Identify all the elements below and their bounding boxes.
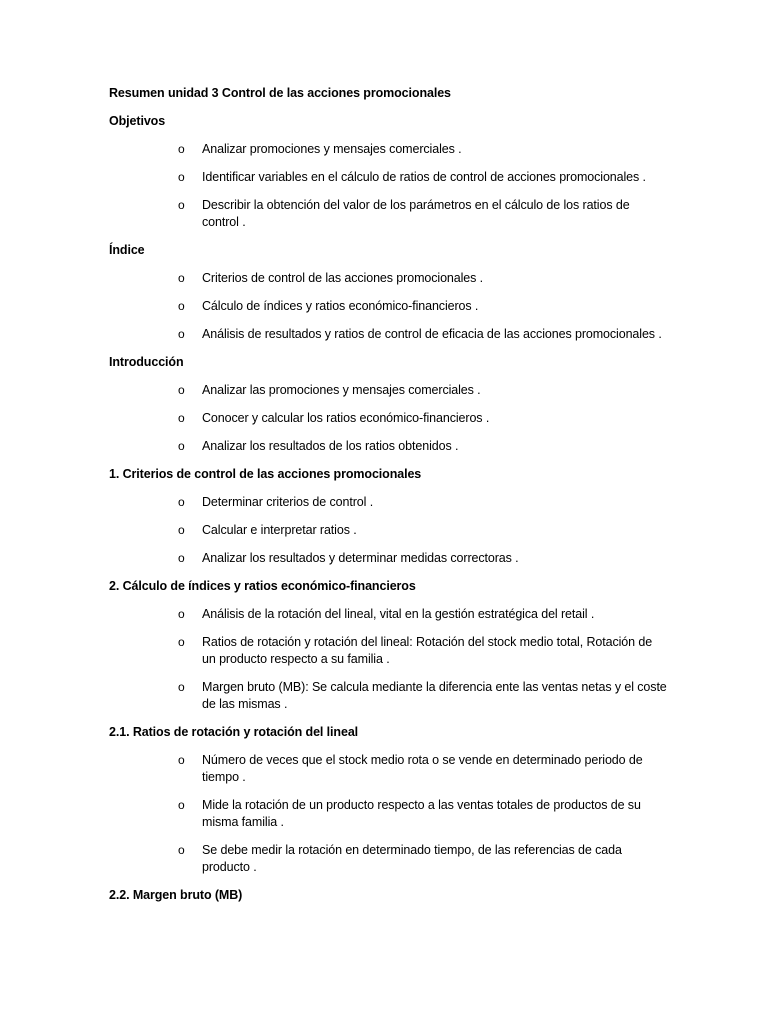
list-item	[109, 550, 669, 567]
section-heading: Índice	[109, 243, 145, 257]
section-heading: 2. Cálculo de índices y ratios económico-financieros	[109, 579, 416, 593]
bullet-icon: o	[178, 753, 185, 767]
list-item	[109, 679, 669, 713]
list-item-text: Criterios de control de las acciones promocionales .	[202, 271, 484, 285]
list-item-text: Analizar los resultados y determinar medidas correctoras .	[202, 551, 519, 565]
bullet-icon: o	[178, 411, 185, 425]
bullet-icon: o	[178, 170, 185, 184]
bullet-list	[109, 141, 669, 231]
section-objetivos	[109, 113, 669, 231]
list-item	[109, 842, 669, 876]
list-item	[109, 382, 669, 399]
list-item	[109, 797, 669, 831]
bullet-icon: o	[178, 523, 185, 537]
section-heading: Objetivos	[109, 114, 166, 128]
list-item-text: Analizar las promociones y mensajes comerciales .	[202, 383, 481, 397]
section-introduccion	[109, 354, 669, 455]
list-item	[109, 326, 669, 343]
list-item-text: Determinar criterios de control .	[202, 495, 374, 509]
list-item	[109, 270, 669, 287]
document-content	[109, 85, 669, 915]
list-item-text: Conocer y calcular los ratios económico-financieros .	[202, 411, 490, 425]
bullet-icon: o	[178, 495, 185, 509]
section-heading: 2.1. Ratios de rotación y rotación del lineal	[109, 725, 359, 739]
list-item	[109, 438, 669, 455]
bullet-icon: o	[178, 198, 185, 212]
list-item	[109, 634, 669, 668]
section-calculo	[109, 578, 669, 713]
section-margen-bruto	[109, 887, 669, 904]
list-item	[109, 752, 669, 786]
document-title: Resumen unidad 3 Control de las acciones promocionales	[109, 86, 451, 100]
bullet-list	[109, 270, 669, 343]
bullet-icon: o	[178, 635, 185, 649]
list-item-text: Analizar los resultados de los ratios obtenidos .	[202, 439, 459, 453]
bullet-icon: o	[178, 551, 185, 565]
bullet-list	[109, 494, 669, 567]
bullet-icon: o	[178, 299, 185, 313]
list-item-text: Calcular e interpretar ratios .	[202, 523, 357, 537]
bullet-list	[109, 382, 669, 455]
bullet-icon: o	[178, 142, 185, 156]
list-item-text: Margen bruto (MB): Se calcula mediante la diferencia ente las ventas netas y el coste de las mismas .	[202, 680, 667, 711]
list-item-text: Analizar promociones y mensajes comerciales .	[202, 142, 462, 156]
bullet-icon: o	[178, 327, 185, 341]
list-item-text: Análisis de resultados y ratios de control de eficacia de las acciones promocionales .	[202, 327, 662, 341]
bullet-icon: o	[178, 680, 185, 694]
section-heading: 1. Criterios de control de las acciones promocionales	[109, 467, 422, 481]
bullet-icon: o	[178, 607, 185, 621]
section-indice	[109, 242, 669, 343]
bullet-list	[109, 606, 669, 713]
list-item-text: Se debe medir la rotación en determinado tiempo, de las referencias de cada producto .	[202, 843, 622, 874]
list-item-text: Describir la obtención del valor de los parámetros en el cálculo de los ratios de control .	[202, 198, 630, 229]
section-criterios	[109, 466, 669, 567]
list-item	[109, 606, 669, 623]
section-ratios-rotacion	[109, 724, 669, 876]
bullet-icon: o	[178, 383, 185, 397]
list-item	[109, 298, 669, 315]
bullet-icon: o	[178, 798, 185, 812]
list-item-text: Ratios de rotación y rotación del lineal: Rotación del stock medio total, Rotación de un producto respecto a su familia .	[202, 635, 653, 666]
list-item-text: Mide la rotación de un producto respecto a las ventas totales de productos de su misma familia .	[202, 798, 641, 829]
list-item	[109, 169, 669, 186]
bullet-icon: o	[178, 843, 185, 857]
section-heading: 2.2. Margen bruto (MB)	[109, 888, 243, 902]
bullet-list	[109, 752, 669, 876]
list-item-text: Cálculo de índices y ratios económico-financieros .	[202, 299, 479, 313]
list-item	[109, 141, 669, 158]
list-item-text: Análisis de la rotación del lineal, vital en la gestión estratégica del retail .	[202, 607, 595, 621]
list-item	[109, 522, 669, 539]
list-item	[109, 410, 669, 427]
list-item	[109, 197, 669, 231]
list-item-text: Identificar variables en el cálculo de ratios de control de acciones promocionales .	[202, 170, 646, 184]
list-item-text: Número de veces que el stock medio rota o se vende en determinado periodo de tiempo .	[202, 753, 643, 784]
section-heading: Introducción	[109, 355, 184, 369]
bullet-icon: o	[178, 271, 185, 285]
list-item	[109, 494, 669, 511]
bullet-icon: o	[178, 439, 185, 453]
